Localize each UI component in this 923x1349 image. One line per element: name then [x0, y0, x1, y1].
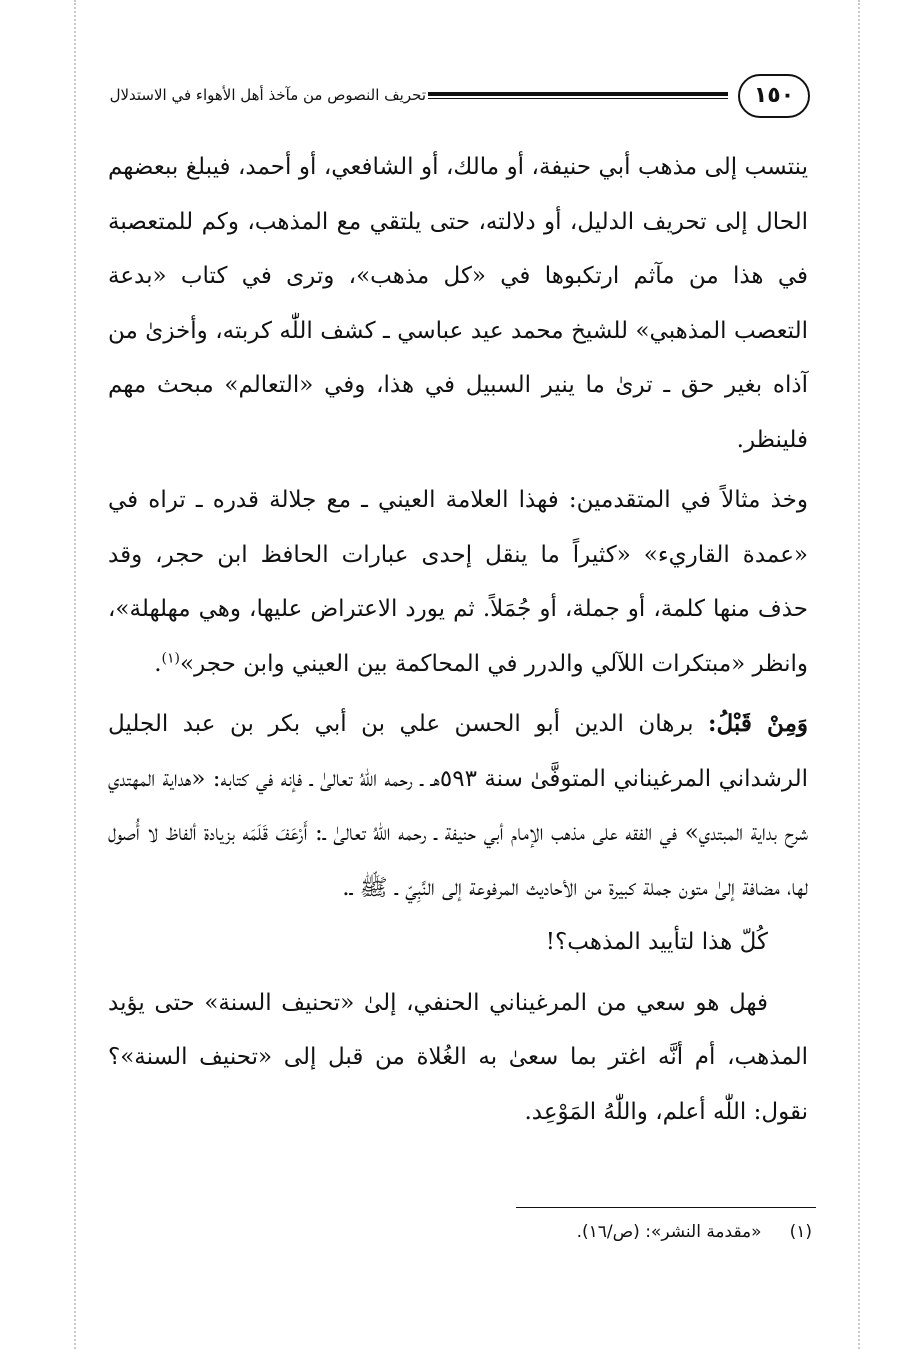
paragraph-2-end: .	[154, 650, 162, 677]
left-margin-guide	[74, 0, 76, 1349]
footnote-text: «مقدمة النشر»: (ص/١٦).	[576, 1222, 762, 1242]
page-header	[96, 72, 810, 122]
paragraph-2	[108, 473, 808, 691]
right-margin-guide	[858, 0, 860, 1349]
footnote-rule	[516, 1207, 816, 1208]
footnote-1	[400, 1222, 812, 1242]
footnote-reference: (١)	[161, 649, 181, 666]
running-title: تحريف النصوص من مآخذ أهل الأهواء في الاستدلال	[109, 86, 426, 104]
paragraph-3-lead: وَمِنْ قَبْلُ:	[708, 710, 808, 737]
page-number: ١٥٠	[738, 74, 810, 118]
paragraph-3	[108, 697, 808, 915]
paragraph-2-text: وخذ مثالاً في المتقدمين: فهذا العلامة العيني ـ مع جلالة قدره ـ تراه في «عمدة القاريء» «كثيراً ما ينقل إحدى عبارات الحافظ ابن حجر، وقد حذف منها كلمة، أو جملة، أو جُمَلاً. ثم يورد الاعتراض عليها، وهي مهلهلة»، وانظر «مبتكرات اللآلي والدرر في المحاكمة بين العيني وابن حجر»	[108, 487, 808, 677]
footnote-number: (١)	[789, 1222, 812, 1242]
paragraph-1: ينتسب إلى مذهب أبي حنيفة، أو مالك، أو الشافعي، أو أحمد، فيبلغ ببعضهم الحال إلى تحريف الدليل، أو دلالته، حتى يلتقي مع المذهب، وكم للمتعصبة في هذا من مآثم ارتكبوها في «كل مذهب»، وترى في كتاب «بدعة التعصب المذهبي» للشيخ محمد عيد عباسي ـ كشف اللّٰه كربته، وأخزىٰ من آذاه بغير حق ـ ترىٰ ما ينير السبيل في هذا، وفي «التعالم» مبحث مهم فلينظر.	[108, 154, 808, 453]
body-text	[108, 140, 808, 1139]
paragraph-4: كُلّ هذا لتأييد المذهب؟!	[545, 929, 768, 955]
paragraph-5: فهل هو سعي من المرغيناني الحنفي، إلىٰ «تحنيف السنة» حتى يؤيد المذهب، أم أنَّه اغتر بما سعىٰ به الغُلاة من قبل إلى «تحنيف السنة»؟ نقول: اللّٰه أعلم، واللّٰهُ المَوْعِد.	[108, 989, 808, 1125]
header-rule	[428, 92, 728, 99]
paragraph-3-text: برهان الدين أبو الحسن علي بن أبي بكر بن عبد الجليل الرشداني المرغيناني المتوفَّىٰ سنة ٥٩٣هـ ـ رحمه اللّٰهُ تعالىٰ ـ فإنه في كتابه: «هداية المهتدي شرح بداية المبتدي» في الفقه على مذهب الإمام أبي حنيفة ـ رحمه اللّٰهُ تعالىٰ ـ: أَرْعَفَ قَلَمَه بزيادة ألفاظ لا أُصول لها، مضافة إلىٰ متون جملة كبيرة من الأحاديث المرفوعة إلى النَّبِيّ ـ ﷺ ـ.	[108, 711, 808, 901]
